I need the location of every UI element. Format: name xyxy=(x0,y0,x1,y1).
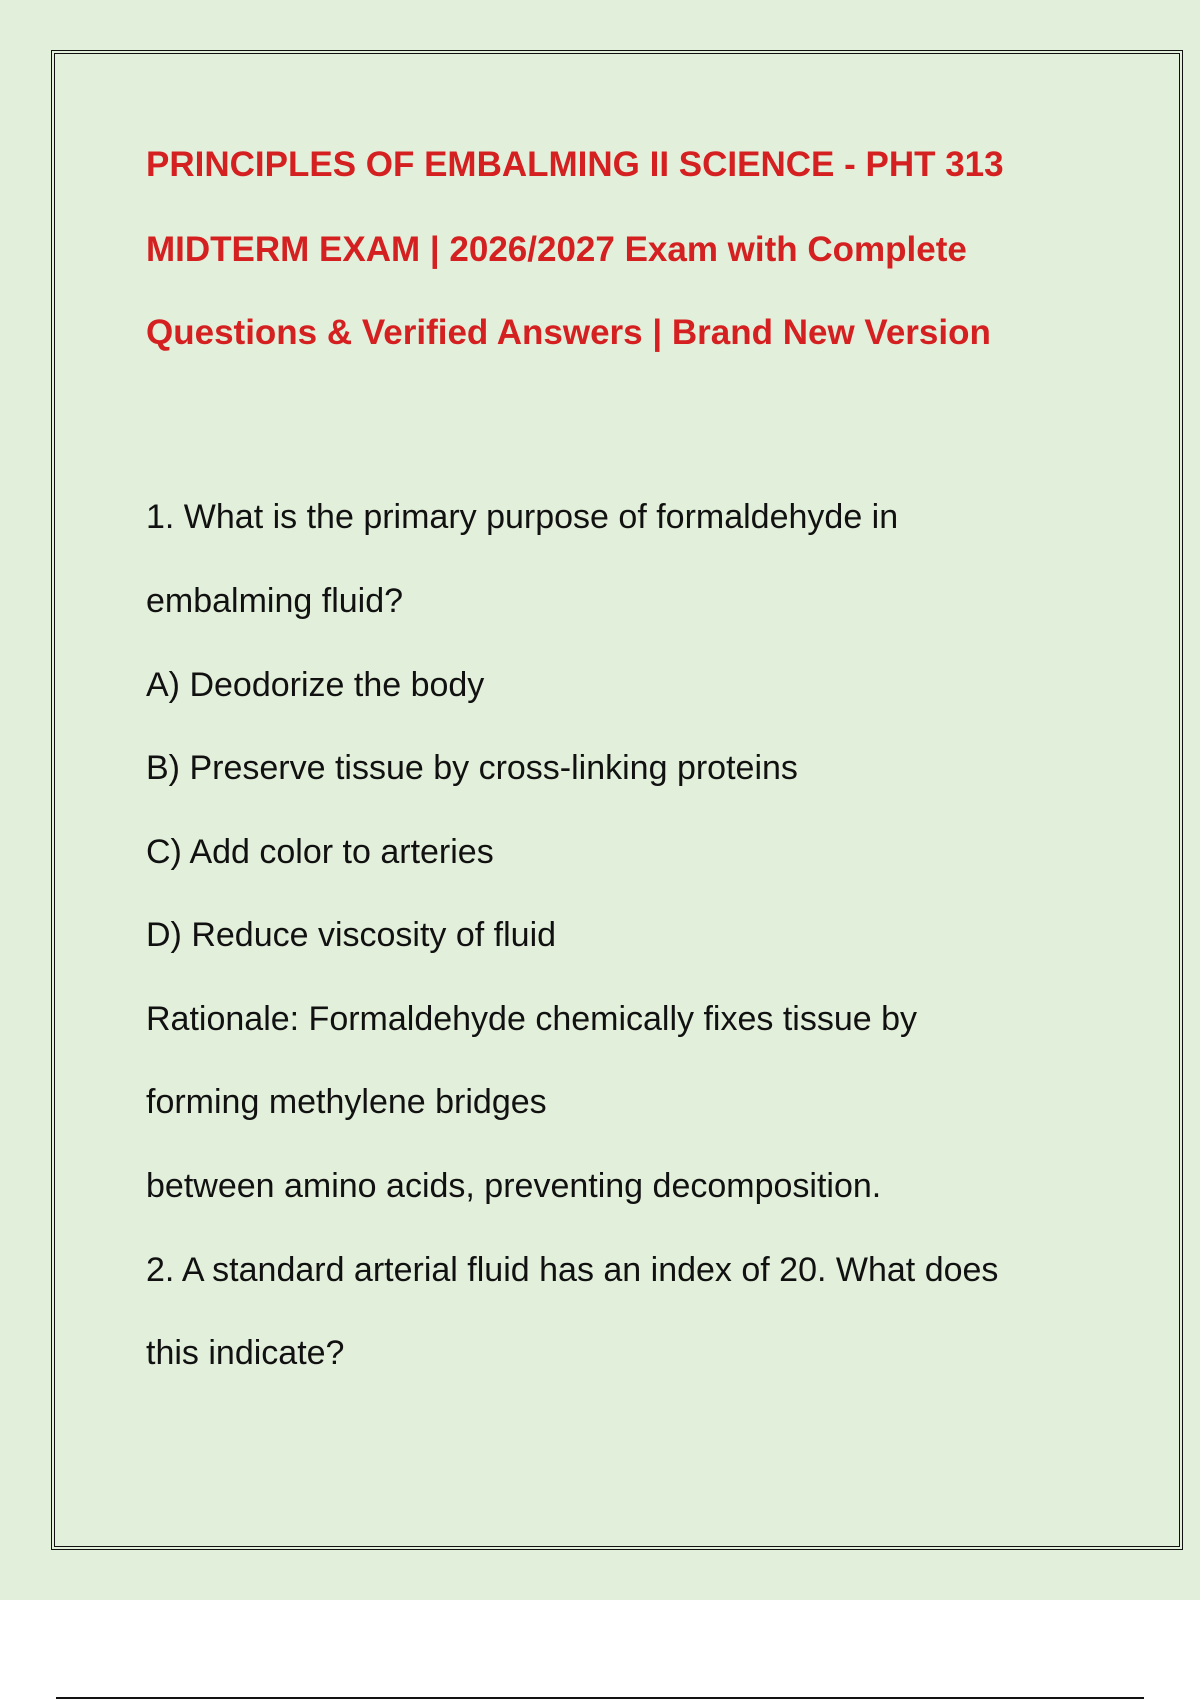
question-1-option-b: B) Preserve tissue by cross-linking proteins xyxy=(146,749,798,787)
document-title-line-1: PRINCIPLES OF EMBALMING II SCIENCE - PHT 313 xyxy=(146,145,1004,184)
question-1-text-line-1: 1. What is the primary purpose of formaldehyde in xyxy=(146,498,899,536)
question-1-rationale-line-3: between amino acids, preventing decomposition. xyxy=(146,1167,882,1205)
question-1-rationale-line-2: forming methylene bridges xyxy=(146,1083,547,1121)
question-1-rationale-line-1: Rationale: Formaldehyde chemically fixes tissue by xyxy=(146,1000,918,1038)
question-2-text-line-2: this indicate? xyxy=(146,1334,345,1372)
bottom-divider xyxy=(56,1697,1144,1699)
question-1-option-d: D) Reduce viscosity of fluid xyxy=(146,916,557,954)
question-2-text-line-1: 2. A standard arterial fluid has an index of 20. What does xyxy=(146,1251,999,1289)
question-1-option-a: A) Deodorize the body xyxy=(146,666,485,704)
page-border-frame xyxy=(51,50,1183,1550)
question-1-option-c: C) Add color to arteries xyxy=(146,833,494,871)
document-title-line-3: Questions & Verified Answers | Brand New Version xyxy=(146,313,991,352)
question-1-text-line-2: embalming fluid? xyxy=(146,582,404,620)
document-title-line-2: MIDTERM EXAM | 2026/2027 Exam with Complete xyxy=(146,230,967,269)
